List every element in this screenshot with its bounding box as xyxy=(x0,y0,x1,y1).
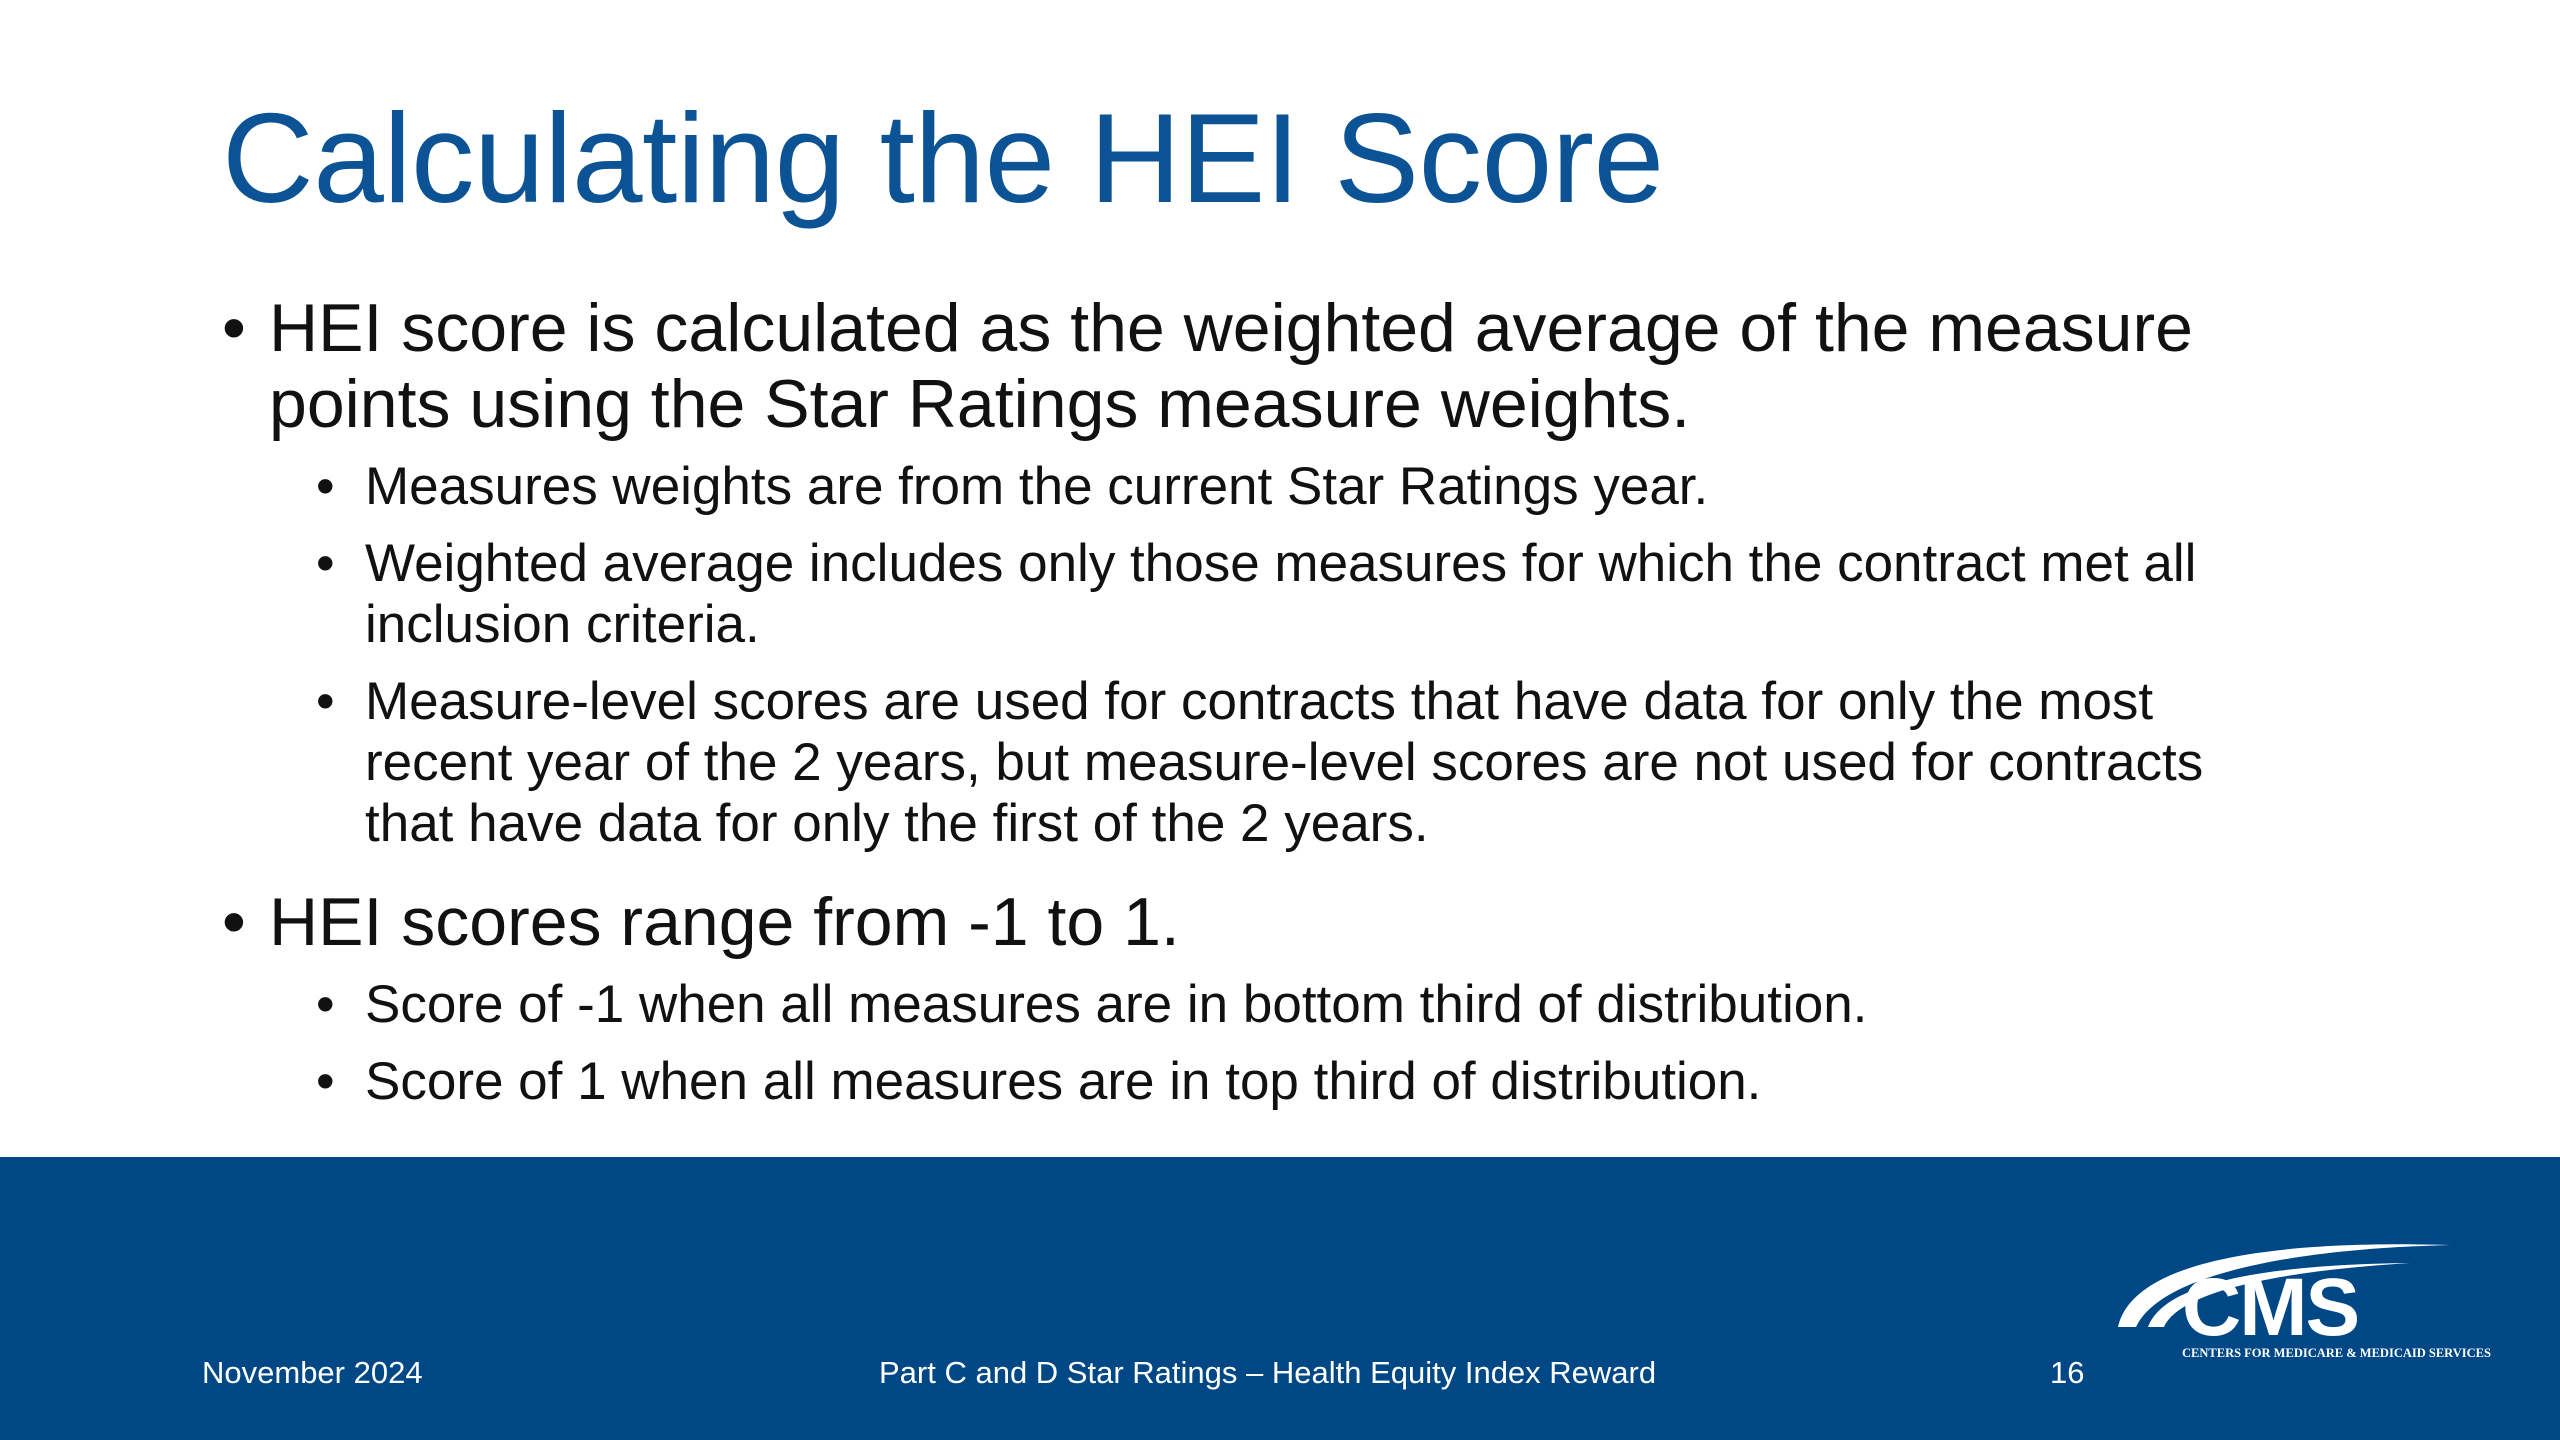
slide-title: Calculating the HEI Score xyxy=(222,87,1664,229)
sub-bullet-icon: • xyxy=(316,457,335,516)
footer-bar xyxy=(0,1157,2560,1440)
sub-bullet-item xyxy=(222,533,2302,655)
bullet-text: HEI scores range from -1 to 1. xyxy=(269,884,1180,960)
slide-content xyxy=(222,290,2302,1128)
sub-bullet-icon: • xyxy=(316,975,335,1034)
sub-bullet-item xyxy=(222,1051,2302,1112)
bullet-item xyxy=(222,290,2302,442)
bullet-text: HEI score is calculated as the weighted average of the measure points using the Star Ratings measure weights. xyxy=(269,290,2193,442)
sub-bullet-icon: • xyxy=(316,672,335,731)
page-number: 16 xyxy=(2050,1355,2085,1390)
sub-bullet-text: Measures weights are from the current Star Ratings year. xyxy=(365,457,1709,516)
bullet-icon: • xyxy=(222,884,246,960)
sub-bullet-text: Weighted average includes only those measures for which the contract met all inclusion criteria. xyxy=(365,534,2197,654)
sub-bullet-icon: • xyxy=(316,1052,335,1111)
sub-bullet-item xyxy=(222,671,2302,854)
sub-bullet-item xyxy=(222,974,2302,1035)
sub-bullet-text: Score of -1 when all measures are in bottom third of distribution. xyxy=(365,975,1868,1034)
footer-title: Part C and D Star Ratings – Health Equity Index Reward xyxy=(879,1355,1657,1390)
cms-logo xyxy=(2110,1227,2510,1367)
cms-logo-subtitle: CENTERS FOR MEDICARE & MEDICAID SERVICES xyxy=(2182,1346,2491,1360)
spacer xyxy=(222,870,2302,884)
sub-bullet-text: Measure-level scores are used for contracts that have data for only the most recent year of the 2 years, but measure-level scores are not used for contracts that have data for only the first of the 2 years. xyxy=(365,672,2204,853)
footer-date: November 2024 xyxy=(202,1355,423,1390)
sub-bullet-text: Score of 1 when all measures are in top third of distribution. xyxy=(365,1052,1762,1111)
bullet-icon: • xyxy=(222,290,246,366)
sub-bullet-icon: • xyxy=(316,534,335,593)
bullet-item xyxy=(222,884,2302,960)
cms-logo-wordmark: CMS xyxy=(2182,1262,2359,1353)
sub-bullet-item xyxy=(222,456,2302,517)
